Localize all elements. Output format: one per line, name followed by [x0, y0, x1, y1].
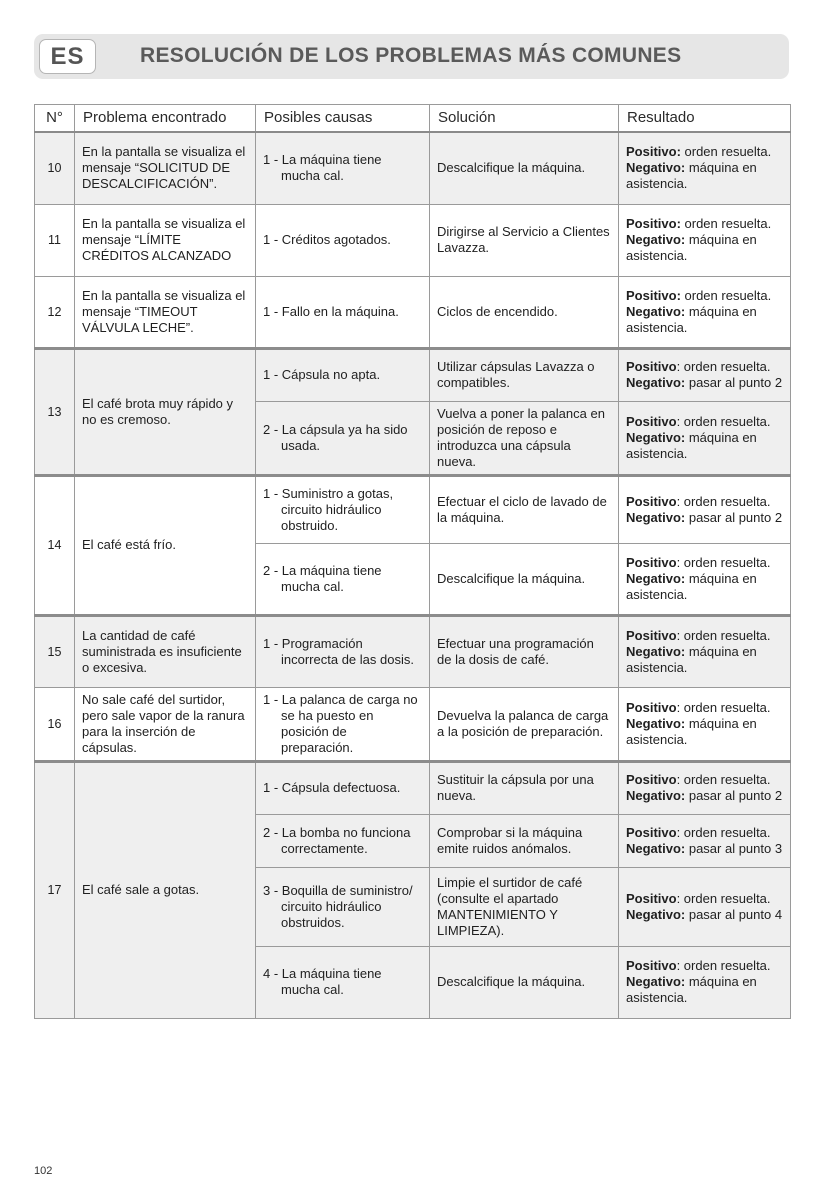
negative-text: pasar al punto 2: [685, 375, 783, 390]
solution-cell: Vuelva a poner la palanca en posición de reposo e introduzca una cápsula nueva.: [430, 401, 619, 475]
positive-label: Positivo: [626, 493, 677, 509]
positive-label: Positivo: [626, 958, 677, 973]
cause-cell: 2 - La cápsula ya ha sido usada.: [256, 401, 430, 475]
solution-cell: Dirigirse al Servicio a Clientes Lavazza.: [430, 204, 619, 276]
negative-text: pasar al punto 3: [685, 840, 783, 856]
negative-label: Negativo:: [626, 715, 686, 731]
problem-cell: El café brota muy rápido y no es cremoso.: [75, 348, 256, 475]
result-negative: [626, 510, 783, 526]
result-positive: [626, 628, 783, 644]
result-cell: [619, 761, 791, 814]
row-number: 12: [35, 276, 75, 348]
solution-cell: Efectuar una programación de la dosis de café.: [430, 615, 619, 687]
positive-text: orden resuelta.: [680, 287, 772, 303]
problem-cell: No sale café del surtidor, pero sale vapor de la ranura para la inserción de cápsulas.: [75, 687, 256, 761]
result-cell: [619, 348, 791, 401]
negative-label: Negativo:: [626, 509, 686, 525]
negative-text: máquina en asistencia.: [626, 303, 757, 335]
negative-text: máquina en asistencia.: [626, 715, 757, 747]
problem-cell: En la pantalla se visualiza el mensaje “TIMEOUT VÁLVULA LECHE”.: [75, 276, 256, 348]
solution-cell: Comprobar si la máquina emite ruidos anómalos.: [430, 814, 619, 867]
negative-label: Negativo:: [626, 375, 686, 390]
cause-cell: 2 - La bomba no funciona correctamente.: [256, 814, 430, 867]
cause-cell: 1 - Suministro a gotas, circuito hidráulico obstruido.: [256, 475, 430, 543]
cause-cell: 1 - La máquina tiene mucha cal.: [256, 132, 430, 204]
positive-text: : orden resuelta.: [676, 413, 771, 429]
cause-cell: 1 - Créditos agotados.: [256, 204, 430, 276]
positive-label: Positivo: [626, 413, 677, 429]
positive-label: Positivo: [626, 627, 677, 643]
cause-cell: 1 - Fallo en la máquina.: [256, 276, 430, 348]
result-negative: [626, 788, 783, 804]
cause-cell: 4 - La máquina tiene mucha cal.: [256, 946, 430, 1018]
result-positive: [626, 359, 783, 375]
result-cell: [619, 687, 791, 761]
problem-cell: En la pantalla se visualiza el mensaje “LÍMITE CRÉDITOS ALCANZADO: [75, 204, 256, 276]
page-title: RESOLUCIÓN DE LOS PROBLEMAS MÁS COMUNES: [140, 44, 682, 67]
positive-text: : orden resuelta.: [676, 772, 771, 787]
negative-label: Negativo:: [626, 643, 686, 659]
negative-label: Negativo:: [626, 570, 686, 586]
positive-label: Positivo:: [626, 144, 681, 160]
table-row: [35, 276, 791, 348]
negative-text: pasar al punto 2: [685, 509, 783, 525]
negative-label: Negativo:: [626, 232, 686, 247]
positive-label: Positivo:: [626, 216, 681, 231]
negative-label: Negativo:: [626, 840, 686, 856]
positive-label: Positivo: [626, 824, 677, 840]
table-row: [35, 132, 791, 204]
negative-text: pasar al punto 4: [685, 906, 783, 922]
solution-cell: Efectuar el ciclo de lavado de la máquina.: [430, 475, 619, 543]
column-header-result: Resultado: [619, 105, 791, 133]
cause-cell: 1 - Cápsula defectuosa.: [256, 761, 430, 814]
negative-text: máquina en asistencia.: [626, 974, 757, 1005]
result-positive: [626, 288, 783, 304]
result-cell: [619, 276, 791, 348]
result-cell: [619, 946, 791, 1018]
troubleshooting-table: [34, 104, 791, 1019]
negative-label: Negativo:: [626, 974, 686, 989]
result-negative: [626, 232, 783, 264]
positive-text: : orden resuelta.: [676, 554, 771, 570]
cause-cell: 1 - Cápsula no apta.: [256, 348, 430, 401]
result-cell: [619, 204, 791, 276]
result-positive: [626, 772, 783, 788]
problem-cell: En la pantalla se visualiza el mensaje “SOLICITUD DE DESCALCIFICACIÓN”.: [75, 132, 256, 204]
positive-label: Positivo: [626, 554, 677, 570]
row-number: 16: [35, 687, 75, 761]
table-header-row: [35, 105, 791, 133]
result-cell: [619, 475, 791, 543]
result-cell: [619, 615, 791, 687]
column-header-problem: Problema encontrado: [75, 105, 256, 133]
positive-text: : orden resuelta.: [676, 890, 771, 906]
positive-label: Positivo: [626, 359, 677, 374]
result-positive: [626, 825, 783, 841]
row-number: 13: [35, 348, 75, 475]
column-header-causes: Posibles causas: [256, 105, 430, 133]
solution-cell: Limpie el surtidor de café (consulte el apartado MANTENIMIENTO Y LIMPIEZA).: [430, 867, 619, 946]
solution-cell: Descalcifique la máquina.: [430, 543, 619, 615]
negative-label: Negativo:: [626, 429, 686, 445]
positive-text: : orden resuelta.: [676, 699, 771, 715]
table-row: [35, 761, 791, 814]
result-negative: [626, 160, 783, 192]
result-cell: [619, 401, 791, 475]
positive-label: Positivo: [626, 772, 677, 787]
result-positive: [626, 414, 783, 430]
table-row: [35, 687, 791, 761]
result-negative: [626, 907, 783, 923]
column-header-solution: Solución: [430, 105, 619, 133]
positive-label: Positivo:: [626, 287, 681, 303]
positive-text: : orden resuelta.: [676, 627, 771, 643]
result-negative: [626, 841, 783, 857]
row-number: 14: [35, 475, 75, 615]
negative-label: Negativo:: [626, 906, 686, 922]
problem-cell: El café está frío.: [75, 475, 256, 615]
solution-cell: Descalcifique la máquina.: [430, 132, 619, 204]
negative-label: Negativo:: [626, 788, 686, 803]
solution-cell: Ciclos de encendido.: [430, 276, 619, 348]
result-cell: [619, 543, 791, 615]
result-negative: [626, 375, 783, 391]
problem-cell: La cantidad de café suministrada es insuficiente o excesiva.: [75, 615, 256, 687]
result-positive: [626, 700, 783, 716]
positive-text: : orden resuelta.: [676, 958, 771, 973]
result-positive: [626, 555, 783, 571]
result-negative: [626, 304, 783, 336]
page-number: 102: [34, 1165, 53, 1177]
solution-cell: Descalcifique la máquina.: [430, 946, 619, 1018]
language-badge: ES: [39, 39, 96, 74]
result-positive: [626, 494, 783, 510]
positive-label: Positivo: [626, 890, 677, 906]
result-positive: [626, 891, 783, 907]
negative-text: máquina en asistencia.: [626, 232, 757, 263]
positive-text: orden resuelta.: [680, 144, 772, 160]
result-cell: [619, 814, 791, 867]
result-negative: [626, 974, 783, 1006]
negative-text: pasar al punto 2: [685, 788, 783, 803]
negative-label: Negativo:: [626, 160, 686, 176]
solution-cell: Sustituir la cápsula por una nueva.: [430, 761, 619, 814]
result-negative: [626, 571, 783, 603]
result-cell: [619, 132, 791, 204]
table-row: [35, 348, 791, 401]
row-number: 15: [35, 615, 75, 687]
negative-text: máquina en asistencia.: [626, 643, 757, 675]
solution-cell: Utilizar cápsulas Lavazza o compatibles.: [430, 348, 619, 401]
negative-label: Negativo:: [626, 303, 686, 319]
cause-cell: 3 - Boquilla de suministro/ circuito hidráulico obstruidos.: [256, 867, 430, 946]
row-number: 17: [35, 761, 75, 1018]
positive-text: orden resuelta.: [680, 216, 772, 231]
problem-cell: El café sale a gotas.: [75, 761, 256, 1018]
result-negative: [626, 430, 783, 462]
table-row: [35, 475, 791, 543]
positive-label: Positivo: [626, 699, 677, 715]
positive-text: : orden resuelta.: [676, 493, 771, 509]
result-negative: [626, 716, 783, 748]
column-header-number: N°: [35, 105, 75, 133]
result-positive: [626, 216, 783, 232]
header-bar: [34, 34, 789, 79]
positive-text: : orden resuelta.: [676, 824, 771, 840]
result-cell: [619, 867, 791, 946]
cause-cell: 2 - La máquina tiene mucha cal.: [256, 543, 430, 615]
result-positive: [626, 144, 783, 160]
negative-text: máquina en asistencia.: [626, 570, 757, 602]
result-negative: [626, 644, 783, 676]
cause-cell: 1 - Programación incorrecta de las dosis.: [256, 615, 430, 687]
row-number: 10: [35, 132, 75, 204]
negative-text: máquina en asistencia.: [626, 160, 757, 192]
table-row: [35, 615, 791, 687]
row-number: 11: [35, 204, 75, 276]
negative-text: máquina en asistencia.: [626, 429, 757, 461]
positive-text: : orden resuelta.: [676, 359, 771, 374]
solution-cell: Devuelva la palanca de carga a la posición de preparación.: [430, 687, 619, 761]
cause-cell: 1 - La palanca de carga no se ha puesto en posición de preparación.: [256, 687, 430, 761]
result-positive: [626, 958, 783, 974]
table-row: [35, 204, 791, 276]
